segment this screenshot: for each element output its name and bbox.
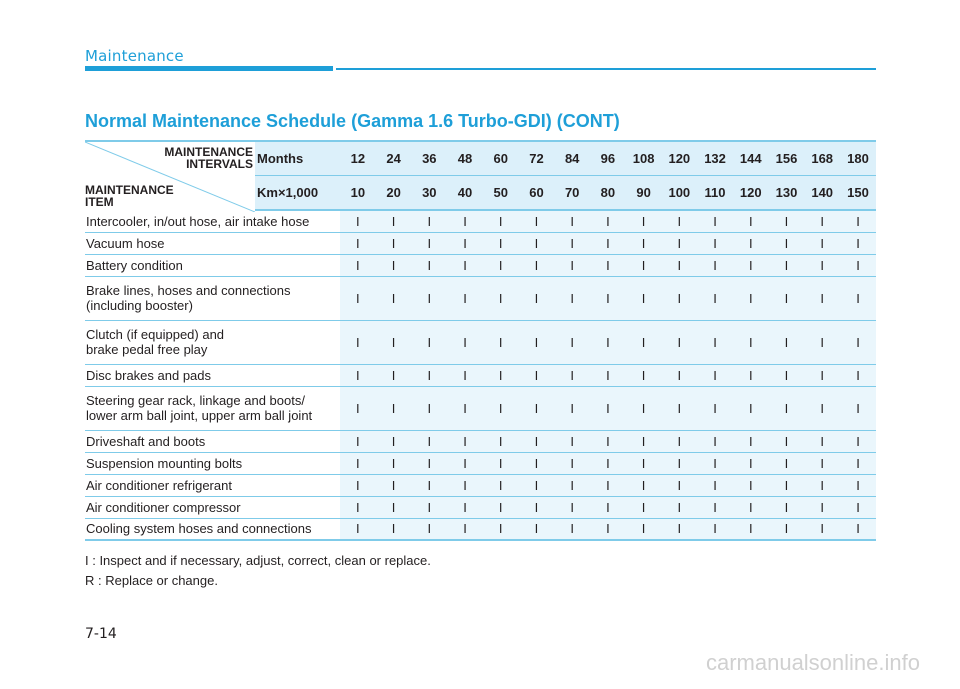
schedule-mark: I [447,430,483,452]
schedule-mark: I [411,496,447,518]
schedule-mark: I [340,276,376,320]
km-interval-120: 120 [733,175,769,210]
schedule-mark: I [697,210,733,232]
schedule-mark: I [626,518,662,540]
schedule-mark: I [840,210,876,232]
schedule-mark: I [447,474,483,496]
schedule-mark: I [483,518,519,540]
schedule-mark: I [697,254,733,276]
maintenance-item-line: Vacuum hose [86,235,165,251]
maintenance-item-line: Clutch (if equipped) and [86,327,225,342]
schedule-mark: I [411,210,447,232]
schedule-mark: I [733,496,769,518]
schedule-mark: I [554,320,590,364]
schedule-mark: I [697,386,733,430]
schedule-mark: I [411,254,447,276]
schedule-mark: I [519,518,555,540]
months-interval-120: 120 [661,141,697,175]
maintenance-item-line: Intercooler, in/out hose, air intake hose [86,213,310,229]
schedule-mark: I [769,496,805,518]
schedule-mark: I [626,276,662,320]
table-row [85,232,876,254]
schedule-mark: I [554,210,590,232]
schedule-mark: I [376,232,412,254]
schedule-mark: I [519,364,555,386]
schedule-mark: I [554,386,590,430]
table-corner-header [85,141,255,210]
schedule-mark: I [483,386,519,430]
schedule-mark: I [340,496,376,518]
schedule-mark: I [483,452,519,474]
schedule-mark: I [840,364,876,386]
schedule-mark: I [519,210,555,232]
schedule-mark: I [804,276,840,320]
schedule-mark: I [590,452,626,474]
schedule-mark: I [447,518,483,540]
schedule-mark: I [840,518,876,540]
schedule-mark: I [804,364,840,386]
schedule-mark: I [590,210,626,232]
schedule-mark: I [411,364,447,386]
schedule-mark: I [733,320,769,364]
months-interval-12: 12 [340,141,376,175]
maintenance-item-line: lower arm ball joint, upper arm ball joint [86,408,313,423]
schedule-mark: I [554,254,590,276]
schedule-mark: I [519,320,555,364]
km-interval-20: 20 [376,175,412,210]
schedule-mark: I [840,496,876,518]
schedule-mark: I [554,452,590,474]
maintenance-item [85,210,340,232]
maintenance-item-line: Air conditioner compressor [86,499,241,515]
schedule-mark: I [769,452,805,474]
schedule-mark: I [483,254,519,276]
schedule-mark: I [804,254,840,276]
schedule-mark: I [483,210,519,232]
schedule-mark: I [697,276,733,320]
schedule-mark: I [447,320,483,364]
schedule-mark: I [626,210,662,232]
schedule-mark: I [733,386,769,430]
km-interval-130: 130 [769,175,805,210]
schedule-mark: I [411,386,447,430]
schedule-mark: I [376,320,412,364]
schedule-mark: I [590,518,626,540]
table-row [85,518,876,540]
maintenance-schedule-table [85,140,876,541]
schedule-mark: I [590,474,626,496]
schedule-mark: I [376,254,412,276]
km-interval-30: 30 [411,175,447,210]
schedule-mark: I [661,386,697,430]
schedule-mark: I [590,496,626,518]
months-interval-108: 108 [626,141,662,175]
table-row [85,320,876,364]
schedule-mark: I [447,364,483,386]
months-interval-84: 84 [554,141,590,175]
schedule-mark: I [840,232,876,254]
months-interval-144: 144 [733,141,769,175]
schedule-mark: I [769,232,805,254]
legend-inspect: I : Inspect and if necessary, adjust, correct, clean or replace. [85,553,431,568]
schedule-mark: I [804,474,840,496]
schedule-mark: I [519,254,555,276]
schedule-mark: I [769,364,805,386]
schedule-mark: I [483,364,519,386]
schedule-mark: I [661,276,697,320]
schedule-mark: I [376,518,412,540]
maintenance-item [85,474,340,496]
schedule-mark: I [340,452,376,474]
schedule-mark: I [840,386,876,430]
maintenance-item [85,496,340,518]
schedule-mark: I [804,210,840,232]
schedule-mark: I [733,518,769,540]
item-label [85,184,174,208]
maintenance-item-line: Disc brakes and pads [86,367,212,383]
maintenance-item [85,232,340,254]
schedule-mark: I [519,386,555,430]
schedule-mark: I [376,430,412,452]
schedule-mark: I [447,452,483,474]
schedule-mark: I [483,232,519,254]
schedule-mark: I [840,452,876,474]
table-row [85,452,876,474]
watermark-text: carmanualsonline.info [705,650,920,675]
km-interval-90: 90 [626,175,662,210]
schedule-mark: I [447,232,483,254]
item-label-line2: ITEM [85,195,114,209]
schedule-mark: I [804,452,840,474]
maintenance-item-line: Air conditioner refrigerant [86,477,232,493]
schedule-mark: I [590,254,626,276]
schedule-mark: I [697,320,733,364]
schedule-mark: I [769,210,805,232]
schedule-mark: I [661,518,697,540]
schedule-mark: I [733,276,769,320]
schedule-mark: I [804,518,840,540]
km-interval-80: 80 [590,175,626,210]
schedule-mark: I [590,320,626,364]
km-interval-60: 60 [519,175,555,210]
schedule-mark: I [376,386,412,430]
km-interval-10: 10 [340,175,376,210]
schedule-mark: I [411,430,447,452]
maintenance-item [85,430,340,452]
km-interval-50: 50 [483,175,519,210]
schedule-mark: I [519,430,555,452]
schedule-mark: I [733,210,769,232]
maintenance-item-line: (including booster) [86,298,193,313]
schedule-mark: I [376,276,412,320]
schedule-mark: I [376,210,412,232]
schedule-mark: I [840,276,876,320]
months-interval-156: 156 [769,141,805,175]
maintenance-item [85,364,340,386]
months-interval-180: 180 [840,141,876,175]
months-interval-60: 60 [483,141,519,175]
schedule-mark: I [626,232,662,254]
intervals-label-line2: INTERVALS [186,157,253,171]
schedule-mark: I [733,254,769,276]
schedule-mark: I [697,364,733,386]
km-interval-110: 110 [697,175,733,210]
table-row [85,430,876,452]
months-interval-24: 24 [376,141,412,175]
schedule-mark: I [769,320,805,364]
table-row [85,474,876,496]
schedule-mark: I [411,320,447,364]
schedule-mark: I [483,430,519,452]
schedule-mark: I [840,320,876,364]
schedule-mark: I [447,276,483,320]
schedule-mark: I [447,386,483,430]
schedule-mark: I [554,518,590,540]
schedule-mark: I [626,386,662,430]
schedule-mark: I [340,320,376,364]
schedule-mark: I [804,496,840,518]
schedule-mark: I [411,232,447,254]
maintenance-item-line: brake pedal free play [86,342,208,357]
schedule-mark: I [733,452,769,474]
schedule-mark: I [483,320,519,364]
schedule-mark: I [519,474,555,496]
schedule-mark: I [697,474,733,496]
schedule-mark: I [519,276,555,320]
schedule-mark: I [626,254,662,276]
schedule-mark: I [661,474,697,496]
schedule-mark: I [411,474,447,496]
schedule-mark: I [554,474,590,496]
schedule-mark: I [376,364,412,386]
schedule-mark: I [411,276,447,320]
schedule-mark: I [769,430,805,452]
schedule-mark: I [590,430,626,452]
km-interval-100: 100 [661,175,697,210]
page-title: Normal Maintenance Schedule (Gamma 1.6 Turbo-GDI) (CONT) [85,111,620,131]
maintenance-item-line: Cooling system hoses and connections [86,521,312,537]
schedule-mark: I [590,232,626,254]
schedule-mark: I [554,430,590,452]
schedule-mark: I [661,496,697,518]
schedule-mark: I [554,496,590,518]
schedule-mark: I [804,430,840,452]
schedule-mark: I [769,386,805,430]
schedule-mark: I [483,276,519,320]
schedule-mark: I [697,232,733,254]
schedule-mark: I [626,452,662,474]
schedule-mark: I [340,254,376,276]
schedule-mark: I [733,474,769,496]
km-interval-40: 40 [447,175,483,210]
schedule-mark: I [590,364,626,386]
schedule-mark: I [626,430,662,452]
maintenance-item [85,276,340,320]
maintenance-item-line: Brake lines, hoses and connections [86,283,291,298]
schedule-mark: I [769,276,805,320]
schedule-mark: I [661,254,697,276]
schedule-mark: I [769,474,805,496]
schedule-mark: I [804,386,840,430]
schedule-mark: I [340,474,376,496]
schedule-mark: I [661,232,697,254]
table-row [85,210,876,232]
schedule-mark: I [804,232,840,254]
months-label: Months [255,141,340,175]
maintenance-item-line: Battery condition [86,257,183,273]
schedule-mark: I [376,496,412,518]
schedule-mark: I [590,386,626,430]
schedule-mark: I [626,474,662,496]
maintenance-item-line: Steering gear rack, linkage and boots/ [86,393,305,408]
schedule-mark: I [554,276,590,320]
schedule-mark: I [661,430,697,452]
schedule-mark: I [661,320,697,364]
schedule-mark: I [376,474,412,496]
maintenance-item [85,452,340,474]
schedule-mark: I [519,496,555,518]
km-interval-150: 150 [840,175,876,210]
months-interval-132: 132 [697,141,733,175]
months-interval-48: 48 [447,141,483,175]
schedule-mark: I [626,364,662,386]
schedule-mark: I [840,430,876,452]
legend-replace: R : Replace or change. [85,573,218,588]
schedule-mark: I [554,364,590,386]
schedule-mark: I [483,496,519,518]
table-row [85,496,876,518]
schedule-mark: I [769,254,805,276]
schedule-mark: I [697,430,733,452]
schedule-mark: I [483,474,519,496]
section-label: Maintenance [85,47,184,65]
schedule-mark: I [697,518,733,540]
schedule-mark: I [733,364,769,386]
months-interval-168: 168 [804,141,840,175]
schedule-mark: I [340,364,376,386]
schedule-mark: I [447,254,483,276]
header-rule-thick [85,66,333,71]
maintenance-item-line: Suspension mounting bolts [86,455,243,471]
schedule-mark: I [626,320,662,364]
maintenance-item [85,254,340,276]
months-interval-96: 96 [590,141,626,175]
schedule-mark: I [804,320,840,364]
table-row [85,254,876,276]
schedule-mark: I [626,496,662,518]
schedule-mark: I [340,518,376,540]
schedule-mark: I [697,496,733,518]
schedule-mark: I [840,474,876,496]
km-label: Km×1,000 [255,175,340,210]
schedule-mark: I [376,452,412,474]
schedule-mark: I [447,210,483,232]
schedule-mark: I [411,518,447,540]
schedule-mark: I [733,232,769,254]
schedule-mark: I [661,364,697,386]
schedule-mark: I [340,386,376,430]
schedule-mark: I [519,452,555,474]
item-label-line1: MAINTENANCE [85,183,174,197]
intervals-label-line1: MAINTENANCE [164,145,253,159]
maintenance-item-line: Driveshaft and boots [86,433,206,449]
schedule-mark: I [411,452,447,474]
table-row [85,364,876,386]
schedule-mark: I [733,430,769,452]
km-interval-70: 70 [554,175,590,210]
maintenance-item [85,320,340,364]
table-row [85,276,876,320]
schedule-mark: I [661,210,697,232]
schedule-mark: I [519,232,555,254]
maintenance-item [85,386,340,430]
schedule-mark: I [340,430,376,452]
schedule-mark: I [447,496,483,518]
months-interval-36: 36 [411,141,447,175]
page-number: 7-14 [85,626,117,642]
header-rule-thin [336,68,876,70]
maintenance-item [85,518,340,540]
intervals-label [164,146,253,170]
schedule-mark: I [340,232,376,254]
schedule-mark: I [840,254,876,276]
table-row [85,386,876,430]
months-interval-72: 72 [519,141,555,175]
schedule-mark: I [340,210,376,232]
schedule-mark: I [554,232,590,254]
schedule-mark: I [697,452,733,474]
km-interval-140: 140 [804,175,840,210]
schedule-mark: I [769,518,805,540]
schedule-mark: I [661,452,697,474]
schedule-mark: I [590,276,626,320]
